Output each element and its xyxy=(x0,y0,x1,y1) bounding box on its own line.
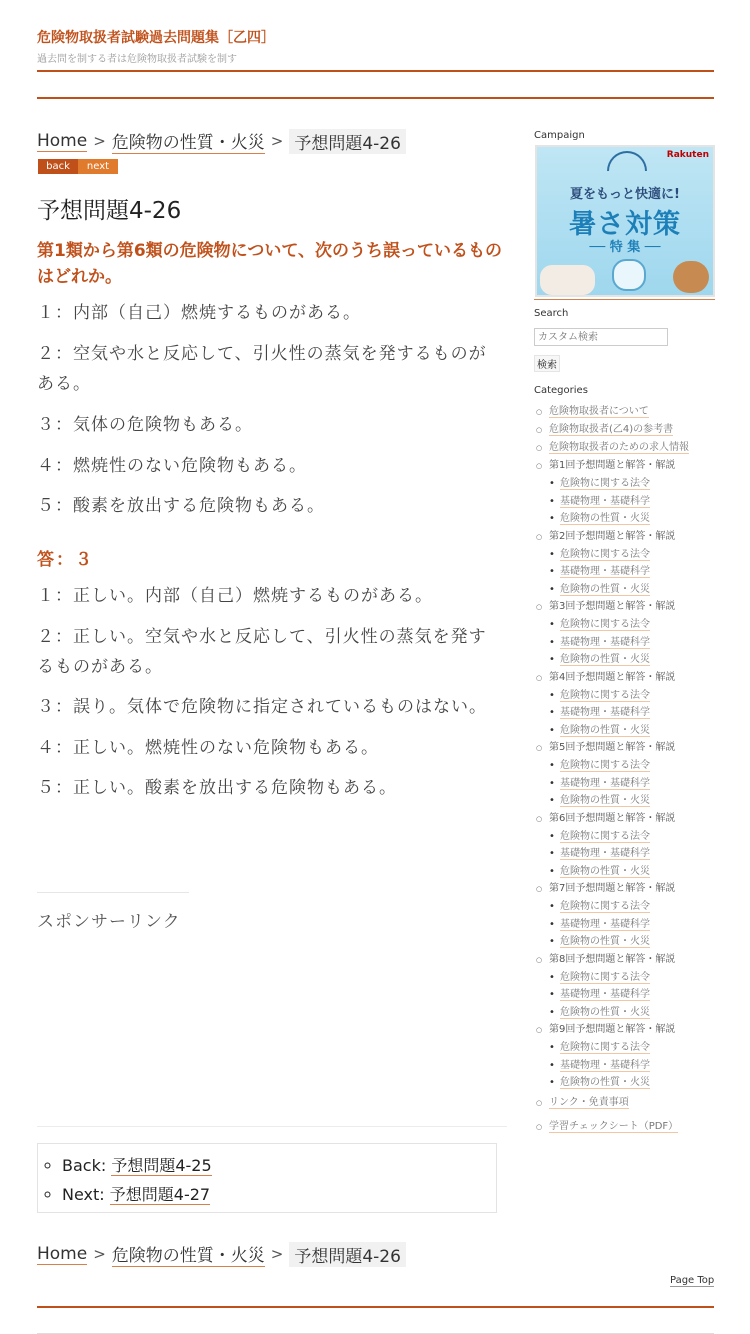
category-item xyxy=(534,1094,734,1112)
subcategory-item xyxy=(534,775,734,793)
breadcrumb-bottom xyxy=(37,1241,406,1267)
category-group xyxy=(534,528,734,599)
subcategory-item-link[interactable]: 基礎物理・基礎科学 xyxy=(560,495,650,507)
explanation-4: ４：正しい。燃焼性のない危険物もある。 xyxy=(37,738,379,758)
breadcrumb-category-link[interactable]: 危険物の性質・火災 xyxy=(112,1241,265,1267)
subcategory-item-link[interactable]: 危険物に関する法令 xyxy=(560,901,650,912)
option-3: ３：気体の危険物もある。 xyxy=(37,415,253,435)
breadcrumb-separator: > xyxy=(93,132,106,150)
subcategory-item xyxy=(534,687,734,705)
category-item-link[interactable]: 危険物取扱者のための求人情報 xyxy=(549,442,689,453)
breadcrumb-separator: > xyxy=(270,132,284,150)
option-5: ５：酸素を放出する危険物もある。 xyxy=(37,496,325,516)
subcategory-item xyxy=(534,898,734,916)
search-input[interactable] xyxy=(534,328,668,346)
search-heading: Search xyxy=(534,308,569,319)
category-group-name: ○ 第3回予想問題と解答・解説 xyxy=(534,598,734,616)
sun-icon xyxy=(607,151,647,171)
pillow-illustration xyxy=(540,265,595,295)
subcategory-item xyxy=(534,792,734,810)
subcategory-item xyxy=(534,475,734,493)
subcategory-item-link[interactable]: 危険物の性質・火災 xyxy=(560,1077,650,1088)
subcategory-item xyxy=(534,1039,734,1057)
subcategory-item-link[interactable]: 基礎物理・基礎科学 xyxy=(560,777,650,789)
subcategory-item xyxy=(534,986,734,1004)
subcategory-item-link[interactable]: 基礎物理・基礎科学 xyxy=(560,707,650,718)
campaign-banner[interactable] xyxy=(535,145,715,297)
prev-post-link[interactable]: 予想問題4-25 xyxy=(111,1156,212,1175)
category-item-link[interactable]: 危険物取扱者(乙4)の参考書 xyxy=(549,424,674,435)
option-1: １：内部（自己）燃焼するものがある。 xyxy=(37,303,361,323)
category-list xyxy=(534,403,734,1136)
category-item-link[interactable]: 学習チェックシート（PDF） xyxy=(549,1120,679,1132)
subcategory-item-link[interactable]: 危険物に関する法令 xyxy=(560,830,650,842)
post-title: 予想問題4-26 xyxy=(37,198,182,224)
subcategory-item-link[interactable]: 基礎物理・基礎科学 xyxy=(560,989,650,1000)
subcategory-item-link[interactable]: 基礎物理・基礎科学 xyxy=(560,848,650,859)
subcategory-item xyxy=(534,704,734,722)
banner-line-2: 暑さ対策 xyxy=(569,209,681,240)
subcategory-item xyxy=(534,757,734,775)
subcategory-item xyxy=(534,933,734,951)
subcategory-item-link[interactable]: 危険物の性質・火災 xyxy=(560,654,650,665)
category-group xyxy=(534,598,734,669)
next-post-item xyxy=(62,1180,496,1209)
subcategory-item xyxy=(534,1004,734,1022)
category-group-name: ○ 第9回予想問題と解答・解説 xyxy=(534,1021,734,1039)
campaign-heading: Campaign xyxy=(534,130,585,141)
subcategory-item-link[interactable]: 基礎物理・基礎科学 xyxy=(560,636,650,648)
category-group-name: ○ 第2回予想問題と解答・解説 xyxy=(534,528,734,546)
breadcrumb xyxy=(37,128,406,154)
answer-heading: 答：３ xyxy=(37,550,94,570)
subcategory-item-link[interactable]: 危険物の性質・火災 xyxy=(560,865,650,877)
breadcrumb-separator: > xyxy=(270,1245,284,1263)
site-description: 過去問を制する者は危険物取扱者試験を制す xyxy=(37,54,237,65)
prev-post-label: Back: xyxy=(62,1156,107,1175)
header-divider xyxy=(37,70,714,72)
subcategory-item xyxy=(534,845,734,863)
category-item xyxy=(534,421,734,439)
option-4: ４：燃焼性のない危険物もある。 xyxy=(37,456,307,476)
subcategory-item-link[interactable]: 危険物の性質・火災 xyxy=(560,1006,650,1018)
subcategory-item-link[interactable]: 危険物に関する法令 xyxy=(560,619,650,630)
category-group-name: ○ 第7回予想問題と解答・解説 xyxy=(534,880,734,898)
subcategory-item-link[interactable]: 危険物の性質・火災 xyxy=(560,936,650,947)
next-post-label: Next: xyxy=(62,1185,105,1204)
category-item-link[interactable]: リンク・免責事項 xyxy=(549,1096,629,1108)
next-button[interactable]: next xyxy=(78,159,118,174)
category-item-link[interactable]: 危険物取扱者について xyxy=(549,406,649,417)
breadcrumb-current: 予想問題4-26 xyxy=(289,1242,406,1267)
subcategory-item xyxy=(534,546,734,564)
category-group-name: ○ 第5回予想問題と解答・解説 xyxy=(534,739,734,757)
subcategory-item xyxy=(534,1057,734,1075)
subcategory-item xyxy=(534,828,734,846)
explanation-1: １：正しい。内部（自己）燃焼するものがある。 xyxy=(37,586,433,606)
rakuten-logo: Rakuten xyxy=(666,150,709,160)
subcategory-item xyxy=(534,722,734,740)
category-group xyxy=(534,880,734,951)
question-text: 第1類から第6類の危険物について、次のうち誤っているものはどれか。 xyxy=(37,241,502,287)
subcategory-item-link[interactable]: 基礎物理・基礎科学 xyxy=(560,918,650,930)
category-group-name: ○ 第1回予想問題と解答・解説 xyxy=(534,457,734,475)
nav-divider xyxy=(37,97,714,99)
ad-divider xyxy=(37,1126,507,1127)
site-title[interactable]: 危険物取扱者試験過去問題集［乙四］ xyxy=(37,30,275,46)
subcategory-item-link[interactable]: 危険物に関する法令 xyxy=(560,478,650,489)
sponsor-divider xyxy=(37,892,189,893)
subcategory-item xyxy=(534,1074,734,1092)
subcategory-item-link[interactable]: 危険物に関する法令 xyxy=(560,760,650,771)
subcategory-item-link[interactable]: 危険物の性質・火災 xyxy=(560,795,650,806)
prev-post-item xyxy=(62,1151,496,1180)
breadcrumb-home-link[interactable]: Home xyxy=(37,1243,88,1264)
explanation-5: ５：正しい。酸素を放出する危険物もある。 xyxy=(37,778,397,798)
breadcrumb-current: 予想問題4-26 xyxy=(289,129,406,154)
subcategory-item xyxy=(534,616,734,634)
category-item xyxy=(534,403,734,421)
subcategory-item-link[interactable]: 危険物の性質・火災 xyxy=(560,724,650,736)
category-group xyxy=(534,951,734,1022)
banner-line-1: 夏をもっと快適に! xyxy=(570,187,680,202)
explanation-3: ３：誤り。気体で危険物に指定されているものはない。 xyxy=(37,697,487,717)
subcategory-item xyxy=(534,916,734,934)
breadcrumb-home-link[interactable]: Home xyxy=(37,130,88,151)
subcategory-item-link[interactable]: 基礎物理・基礎科学 xyxy=(560,566,650,577)
dog-illustration xyxy=(673,261,709,293)
pager xyxy=(38,159,118,174)
page-top-link[interactable]: Page Top xyxy=(670,1275,715,1286)
subcategory-item xyxy=(534,863,734,881)
subcategory-item xyxy=(534,634,734,652)
subcategory-item-link[interactable]: 危険物に関する法令 xyxy=(560,1042,650,1053)
post-navigation xyxy=(37,1143,497,1213)
subcategory-item xyxy=(534,969,734,987)
subcategory-item-link[interactable]: 危険物の性質・火災 xyxy=(560,583,650,595)
bear-illustration xyxy=(612,259,646,291)
footer-divider xyxy=(37,1306,714,1308)
category-group xyxy=(534,669,734,740)
subcategory-item xyxy=(534,651,734,669)
subcategory-item-link[interactable]: 基礎物理・基礎科学 xyxy=(560,1059,650,1071)
category-group-name: ○ 第8回予想問題と解答・解説 xyxy=(534,951,734,969)
breadcrumb-separator: > xyxy=(93,1245,106,1263)
category-group-name: ○ 第4回予想問題と解答・解説 xyxy=(534,669,734,687)
option-2: ２：空気や水と反応して、引火性の蒸気を発するものがある。 xyxy=(37,344,487,394)
category-group xyxy=(534,1021,734,1092)
search-button[interactable]: 検索 xyxy=(534,355,560,372)
subcategory-item-link[interactable]: 危険物に関する法令 xyxy=(560,971,650,983)
next-post-link[interactable]: 予想問題4-27 xyxy=(109,1185,211,1204)
category-group xyxy=(534,739,734,810)
sidebar-divider xyxy=(534,299,715,300)
explanation-2: ２：正しい。空気や水と反応して、引火性の蒸気を発するものがある。 xyxy=(37,627,487,677)
category-group xyxy=(534,457,734,528)
subcategory-item xyxy=(534,493,734,511)
breadcrumb-category-link[interactable]: 危険物の性質・火災 xyxy=(112,128,265,154)
category-group xyxy=(534,810,734,881)
category-item xyxy=(534,1118,734,1136)
back-button[interactable]: back xyxy=(38,159,78,174)
subcategory-item-link[interactable]: 危険物に関する法令 xyxy=(560,548,650,560)
category-group-name: ○ 第6回予想問題と解答・解説 xyxy=(534,810,734,828)
subcategory-item-link[interactable]: 危険物に関する法令 xyxy=(560,689,650,701)
subcategory-item xyxy=(534,581,734,599)
banner-line-3: ── 特 集 ── xyxy=(589,240,661,255)
subcategory-item xyxy=(534,563,734,581)
categories-heading: Categories xyxy=(534,385,588,396)
sponsor-label: スポンサーリンク xyxy=(37,912,181,932)
category-item xyxy=(534,439,734,457)
subcategory-item xyxy=(534,510,734,528)
subcategory-item-link[interactable]: 危険物の性質・火災 xyxy=(560,513,650,524)
